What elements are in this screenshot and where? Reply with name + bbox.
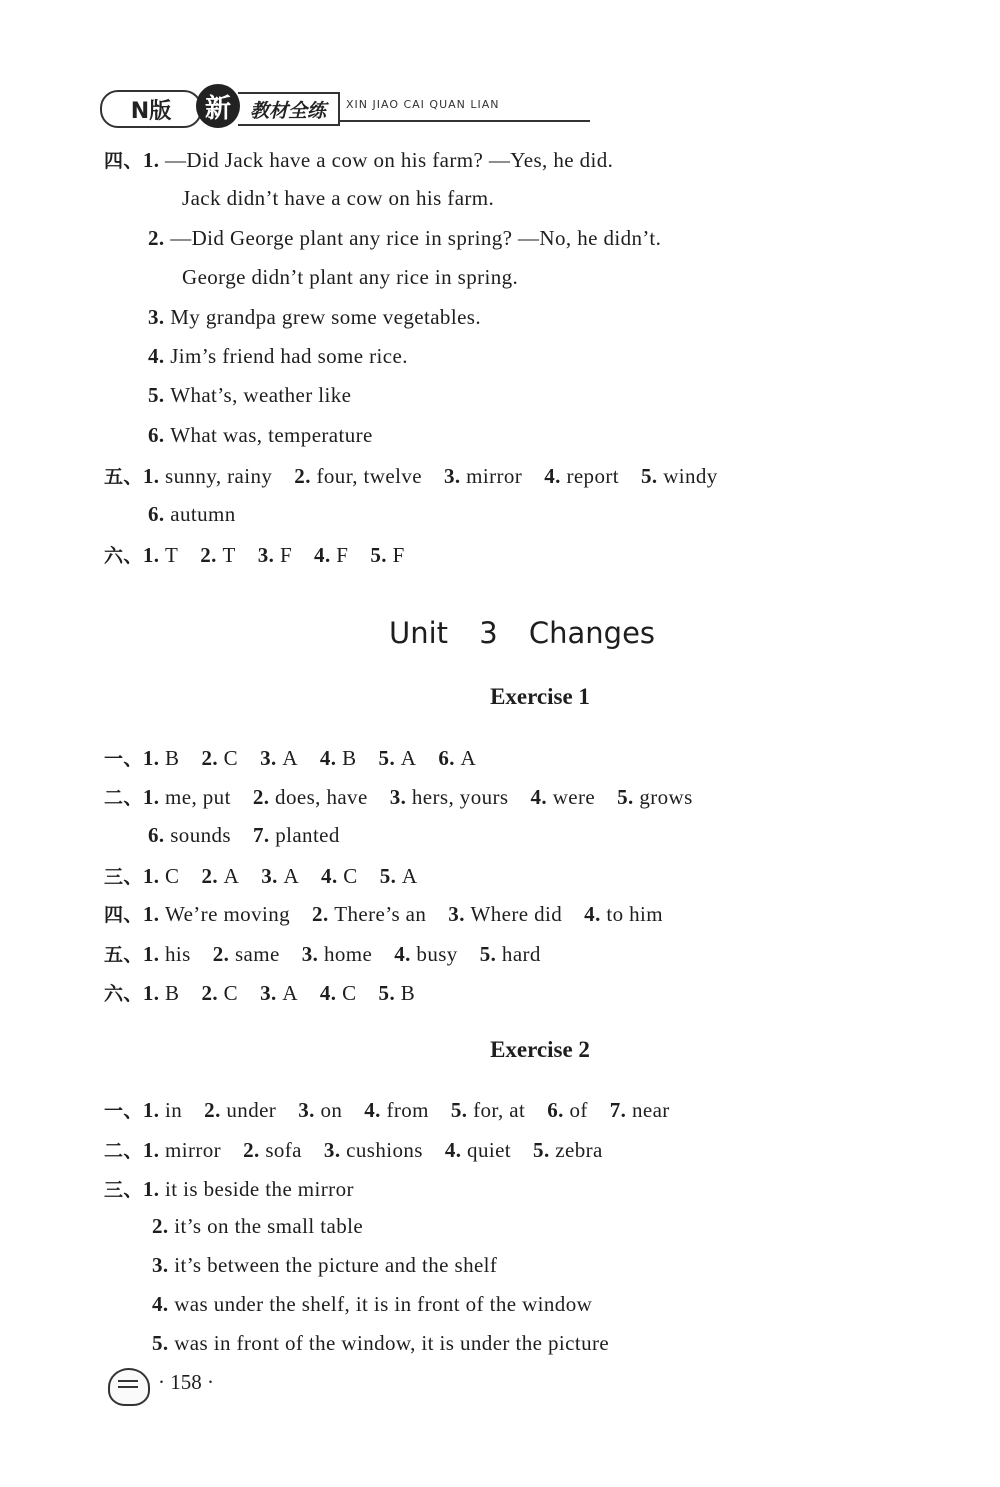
answer-text: four, twelve: [316, 464, 422, 488]
section-label: 四、: [104, 904, 143, 926]
section-label: 五、: [104, 944, 143, 966]
answer-text: C: [342, 981, 357, 1005]
answer-text: B: [165, 746, 180, 770]
answer-text: from: [386, 1098, 429, 1122]
item-number: 2 .: [148, 226, 170, 250]
item-number: 1 .: [143, 464, 165, 488]
answer-text: B: [400, 981, 416, 1005]
answer-text: for, at: [473, 1098, 526, 1122]
answer-text: My grandpa grew some vegetables.: [170, 305, 482, 329]
section-label: 五、: [104, 466, 143, 488]
answer-text: What’s, weather like: [170, 383, 352, 407]
answer-line: [104, 1096, 670, 1123]
item-number: 1 .: [143, 1098, 165, 1122]
item-number: 4 .: [152, 1292, 174, 1316]
answer-text: A: [282, 981, 298, 1005]
item-number: 7 .: [253, 823, 275, 847]
answer-text: C: [165, 864, 180, 888]
answer-line: [104, 541, 405, 568]
item-number: 4 .: [314, 543, 336, 567]
answer-text: Where did: [470, 902, 563, 926]
item-number: 4 .: [584, 902, 606, 926]
answer-line: [104, 783, 693, 810]
answer-text: F: [279, 543, 293, 567]
answer-text: does, have: [275, 785, 368, 809]
item-number: 6 .: [547, 1098, 569, 1122]
item-number: 3 .: [261, 864, 283, 888]
section-label: 二、: [104, 787, 143, 809]
answer-text: Jack didn’t have a cow on his farm.: [182, 186, 495, 210]
answer-line: [152, 1214, 363, 1239]
item-number: 4 .: [394, 942, 416, 966]
item-number: 2 .: [152, 1214, 174, 1238]
answer-text: T: [222, 543, 236, 567]
answer-line: [148, 344, 408, 369]
answer-text: quiet: [467, 1138, 512, 1162]
series-title-en: XIN JIAO CAI QUAN LIAN: [346, 98, 500, 111]
answer-line: [148, 823, 340, 848]
answer-text: it’s on the small table: [174, 1214, 364, 1238]
item-number: 3 .: [324, 1138, 346, 1162]
answer-line: [152, 1331, 609, 1356]
answer-text: autumn: [170, 502, 236, 526]
item-number: 4 .: [544, 464, 566, 488]
answer-line: [152, 1292, 592, 1317]
item-number: 1 .: [143, 543, 165, 567]
series-title-cn: 教材全练: [238, 92, 340, 126]
item-number: 4 .: [321, 864, 343, 888]
item-number: 3 .: [448, 902, 470, 926]
answer-text: B: [342, 746, 357, 770]
answer-line: [148, 226, 661, 251]
answer-text: report: [566, 464, 619, 488]
item-number: 5 .: [379, 981, 401, 1005]
item-number: 3 .: [152, 1253, 174, 1277]
answer-text: was in front of the window, it is under the picture: [174, 1331, 610, 1355]
answer-text: C: [343, 864, 358, 888]
item-number: 1 .: [143, 148, 165, 172]
answer-text: We’re moving: [165, 902, 291, 926]
item-number: 3 .: [260, 746, 282, 770]
answer-text: planted: [275, 823, 340, 847]
section-label: 一、: [104, 1100, 143, 1122]
item-number: 3 .: [444, 464, 466, 488]
section-label: 三、: [104, 1179, 143, 1201]
answer-text: were: [552, 785, 596, 809]
item-number: 2 .: [243, 1138, 265, 1162]
answer-line: [104, 744, 476, 771]
answer-text: it’s between the picture and the shelf: [174, 1253, 498, 1277]
item-number: 2 .: [200, 543, 222, 567]
item-number: 2 .: [204, 1098, 226, 1122]
item-number: 1 .: [143, 864, 165, 888]
answer-text: his: [165, 942, 191, 966]
item-number: 5 .: [148, 383, 170, 407]
item-number: 5 .: [617, 785, 639, 809]
answer-line: [182, 265, 518, 290]
item-number: 1 .: [143, 1138, 165, 1162]
answer-line: [104, 979, 415, 1006]
item-number: 6 .: [438, 746, 460, 770]
book-header: [100, 84, 590, 132]
answer-text: busy: [416, 942, 458, 966]
item-number: 3 .: [258, 543, 280, 567]
item-number: 5 .: [451, 1098, 473, 1122]
exercise-2-title: Exercise 2: [490, 1037, 590, 1062]
answer-text: home: [323, 942, 373, 966]
item-number: 1 .: [143, 981, 165, 1005]
item-number: 3 .: [390, 785, 412, 809]
item-number: 4 .: [530, 785, 552, 809]
answer-text: it is beside the mirror: [165, 1177, 354, 1201]
section-label: 六、: [104, 983, 143, 1005]
item-number: 4 .: [148, 344, 170, 368]
page-number: · 158 ·: [158, 1370, 214, 1395]
answer-line: [148, 383, 351, 408]
answer-line: [148, 305, 481, 330]
answer-text: mirror: [165, 1138, 222, 1162]
answer-text: T: [165, 543, 179, 567]
item-number: 1 .: [143, 785, 165, 809]
answer-text: on: [320, 1098, 343, 1122]
answer-text: A: [401, 864, 418, 888]
answer-text: zebra: [555, 1138, 603, 1162]
item-number: 7 .: [610, 1098, 632, 1122]
item-number: 1 .: [143, 902, 165, 926]
answer-line: [104, 940, 541, 967]
item-number: 2 .: [312, 902, 334, 926]
bee-icon: [108, 1368, 150, 1406]
item-number: 5 .: [379, 746, 401, 770]
item-number: 5 .: [480, 942, 502, 966]
answer-text: same: [234, 942, 280, 966]
page-footer: [100, 1364, 280, 1408]
item-number: 1 .: [143, 746, 165, 770]
answer-text: sunny, rainy: [165, 464, 273, 488]
answer-text: sofa: [265, 1138, 302, 1162]
item-number: 5 .: [533, 1138, 555, 1162]
item-number: 3 .: [260, 981, 282, 1005]
answer-text: A: [460, 746, 477, 770]
answer-text: A: [400, 746, 417, 770]
answer-text: near: [631, 1098, 670, 1122]
answer-text: George didn’t plant any rice in spring.: [182, 265, 519, 289]
answer-line: [104, 1175, 354, 1202]
item-number: 4 .: [320, 746, 342, 770]
answer-text: of: [569, 1098, 588, 1122]
answer-line: [104, 862, 417, 889]
answer-line: [104, 146, 613, 173]
answer-text: grows: [639, 785, 693, 809]
answer-text: There’s an: [334, 902, 427, 926]
item-number: 6 .: [148, 502, 170, 526]
item-number: 1 .: [143, 1177, 165, 1201]
exercise-1-title: Exercise 1: [490, 684, 590, 709]
item-number: 3 .: [298, 1098, 320, 1122]
answer-text: to him: [606, 902, 664, 926]
answer-text: sounds: [170, 823, 231, 847]
item-number: 3 .: [148, 305, 170, 329]
answer-text: me, put: [165, 785, 231, 809]
answer-text: cushions: [346, 1138, 423, 1162]
answer-text: under: [226, 1098, 277, 1122]
answer-text: A: [282, 746, 298, 770]
item-number: 2 .: [294, 464, 316, 488]
answer-text: was under the shelf, it is in front of the window: [174, 1292, 593, 1316]
unit-title: Unit 3 Changes: [388, 616, 656, 650]
section-label: 三、: [104, 866, 143, 888]
item-number: 5 .: [370, 543, 392, 567]
answer-line: [148, 423, 373, 448]
section-label: 四、: [104, 150, 143, 172]
item-number: 2 .: [201, 981, 223, 1005]
item-number: 2 .: [253, 785, 275, 809]
item-number: 1 .: [143, 942, 165, 966]
item-number: 6 .: [148, 823, 170, 847]
edition-badge: N版: [100, 90, 202, 128]
answer-line: [104, 462, 718, 489]
answer-text: A: [283, 864, 300, 888]
answer-line: [148, 502, 236, 527]
header-rule: [340, 120, 590, 122]
answer-text: B: [165, 981, 180, 1005]
answer-text: hard: [501, 942, 541, 966]
answer-text: F: [392, 543, 405, 567]
answer-text: Jim’s friend had some rice.: [170, 344, 408, 368]
answer-text: C: [223, 981, 239, 1005]
item-number: 2 .: [213, 942, 235, 966]
item-number: 5 .: [641, 464, 663, 488]
item-number: 5 .: [380, 864, 402, 888]
item-number: 2 .: [201, 864, 223, 888]
answer-text: C: [223, 746, 239, 770]
section-label: 六、: [104, 545, 143, 567]
item-number: 4 .: [445, 1138, 467, 1162]
answer-text: What was, temperature: [170, 423, 373, 447]
answer-text: hers, yours: [411, 785, 509, 809]
section-label: 一、: [104, 748, 143, 770]
item-number: 6 .: [148, 423, 170, 447]
answer-text: —Did Jack have a cow on his farm? —Yes, he did.: [165, 148, 614, 172]
answer-line: [182, 186, 494, 211]
answer-text: A: [223, 864, 240, 888]
answer-line: [152, 1253, 497, 1278]
section-label: 二、: [104, 1140, 143, 1162]
answer-text: mirror: [466, 464, 523, 488]
answer-text: windy: [663, 464, 718, 488]
item-number: 5 .: [152, 1331, 174, 1355]
item-number: 3 .: [302, 942, 324, 966]
item-number: 4 .: [364, 1098, 386, 1122]
answer-text: —Did George plant any rice in spring? —No, he didn’t.: [170, 226, 662, 250]
answer-line: [104, 900, 663, 927]
answer-text: in: [165, 1098, 183, 1122]
xin-logo: 新: [196, 84, 240, 128]
answer-text: F: [336, 543, 349, 567]
item-number: 4 .: [320, 981, 342, 1005]
answer-line: [104, 1136, 603, 1163]
item-number: 2 .: [201, 746, 223, 770]
